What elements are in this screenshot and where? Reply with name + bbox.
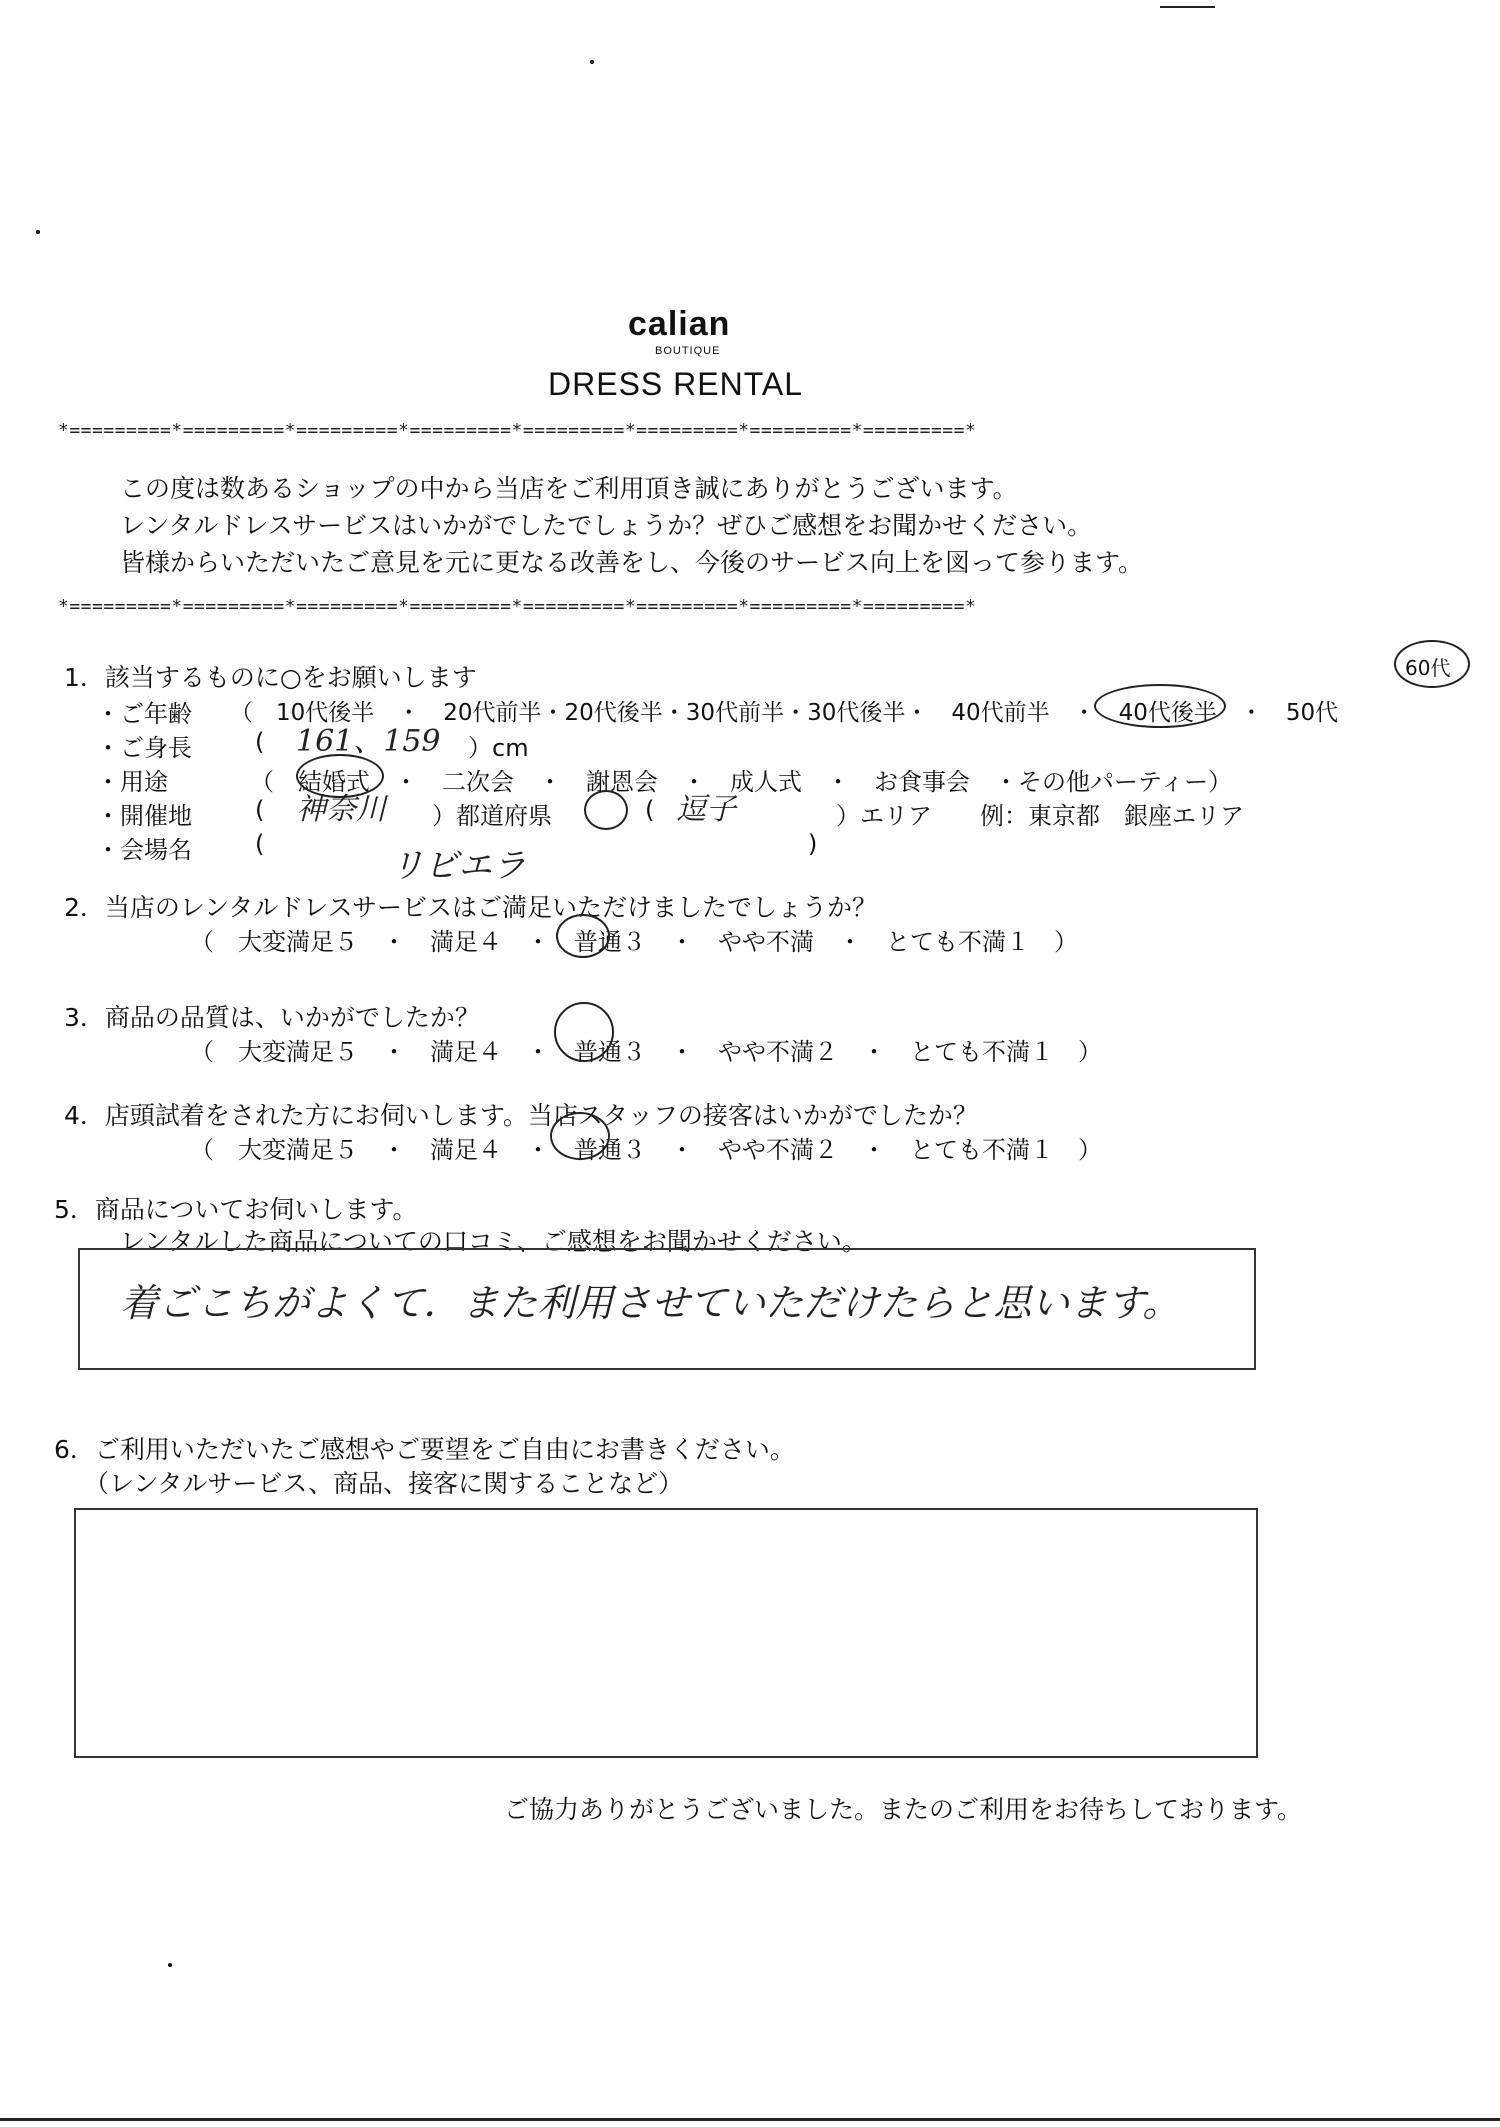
intro-line-3: 皆様からいただいたご意見を元に更なる改善をし、今後のサービス向上を図って参ります。 [120, 548, 1144, 577]
venue-open-paren: ( [255, 796, 265, 824]
age-selection-mark [1094, 684, 1226, 728]
venue-area-open-paren: ( [645, 796, 655, 824]
hall-close-paren: ) [808, 830, 818, 858]
height-unit: ）cm [468, 734, 529, 762]
q4-selection-mark [550, 1112, 610, 1160]
venue-area-value: 逗子 [676, 792, 736, 827]
q4-title: 4．店頭試着をされた方にお伺いします。当店スタッフの接客はいかがでしたか？ [64, 1101, 978, 1130]
height-open-paren: ( [255, 728, 265, 756]
q3-title: 3．商品の品質は、いかがでしたか？ [64, 1003, 480, 1032]
age-note-mark [1394, 640, 1470, 688]
q3-selection-mark [554, 1002, 614, 1062]
q2-selection-mark [556, 914, 610, 958]
height-label: ・ご身長 [96, 734, 192, 762]
scan-speck [590, 60, 594, 64]
divider-top: *=========*=========*=========*=========*=========*=========*=========*=========* [58, 420, 977, 441]
scan-speck [36, 230, 40, 234]
venue-area-suffix: ）エリア 例：東京都 銀座エリア [836, 802, 1244, 830]
q3-options: （ 大変満足５ ・ 満足４ ・ 普通３ ・ やや不満２ ・ とても不満１ ） [190, 1038, 1102, 1066]
footer-thanks: ご協力ありがとうございました。またのご利用をお待ちしております。 [504, 1795, 1303, 1824]
bottom-edge-line [0, 2118, 1500, 2121]
q1-title: 1．該当するものに○をお願いします [64, 663, 477, 692]
divider-bottom: *=========*=========*=========*=========*=========*=========*=========*=========* [58, 596, 977, 617]
purpose-options: （ 結婚式 ・ 二次会 ・ 謝恩会 ・ 成人式 ・ お食事会 ・その他パーティー） [250, 768, 1233, 796]
age-label: ・ご年齢 [96, 700, 192, 728]
age-note: 60代 [1405, 656, 1451, 680]
q5-answer-text: 着ごこちがよくて．また利用させていただけたらと思います。 [120, 1281, 1181, 1325]
brand-sub: BOUTIQUE [655, 345, 721, 357]
intro-line-2: レンタルドレスサービスはいかがでしたでしょうか？ぜひご感想をお聞かせください。 [120, 511, 1093, 540]
hall-value: リビエラ [390, 846, 526, 886]
brand-logo: calian [628, 305, 731, 343]
q5-title: 5．商品についてお伺いします。 [54, 1195, 418, 1224]
prefecture-selection-mark [584, 790, 628, 830]
q2-options: （ 大変満足５ ・ 満足４ ・ 普通３ ・ やや不満 ・ とても不満１ ） [190, 928, 1078, 956]
height-value: 161、159 [296, 724, 441, 759]
purpose-label: ・用途 [96, 768, 168, 796]
venue-label: ・開催地 [96, 802, 192, 830]
venue-pref-suffix: ）都道府県 [432, 802, 552, 830]
scan-speck [168, 1963, 172, 1967]
q6-title: 6．ご利用いただいたご感想やご要望をご自由にお書きください。 [54, 1435, 795, 1464]
q6-subtitle: （レンタルサービス、商品、接客に関することなど） [84, 1469, 684, 1498]
hall-open-paren: ( [255, 830, 265, 858]
venue-pref-value: 神奈川 [296, 792, 386, 827]
hall-label: ・会場名 [96, 836, 192, 864]
intro-line-1: この度は数あるショップの中から当店をご利用頂き誠にありがとうございます。 [120, 474, 1018, 503]
q5-subtitle: レンタルした商品についての口コミ、ご感想をお聞かせください。 [120, 1227, 867, 1256]
age-options: （ 10代後半 ・ 20代前半・20代後半・30代前半・30代後半・ 40代前半 ・ 40代後半 ・ 50代 [230, 700, 1339, 726]
q4-options: （ 大変満足５ ・ 満足４ ・ 普通３ ・ やや不満２ ・ とても不満１ ） [190, 1136, 1102, 1164]
top-edge-mark [1160, 6, 1215, 8]
q6-answer-box[interactable] [74, 1508, 1258, 1758]
q2-title: 2．当店のレンタルドレスサービスはご満足いただけましたでしょうか？ [64, 893, 878, 922]
page-title: DRESS RENTAL [548, 366, 804, 402]
